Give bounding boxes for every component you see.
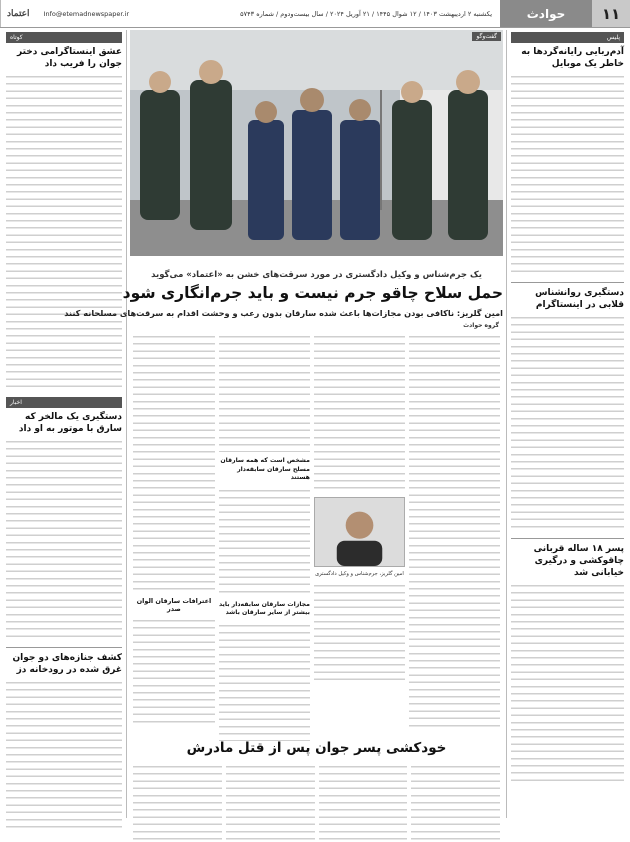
right-story3-body <box>511 581 624 781</box>
body-column <box>319 762 408 818</box>
page-number: ۱۱ <box>592 0 630 27</box>
right-story3-title: پسر ۱۸ ساله قربانی چاقوکشی و درگیری خیابانی شد <box>533 544 624 578</box>
body-column <box>219 332 310 737</box>
left-story2-body <box>6 437 122 642</box>
main-byline: گروه حوادث <box>463 322 499 329</box>
left-kicker-2: اخبار <box>6 397 122 408</box>
main-subhead: امین گلریز: ناکافی بودن مجازات‌ها باعث شده سارقان بدون رعب و وحشت اقدام به سرقت‌های مسلحانه کنند <box>64 308 503 318</box>
divider <box>511 282 624 283</box>
body-text <box>219 621 310 741</box>
body-text <box>314 581 405 681</box>
header-info <box>36 0 500 27</box>
body-column <box>226 762 315 818</box>
main-body-columns <box>130 332 503 737</box>
bottom-story-columns <box>130 762 503 818</box>
left-story3-body <box>6 678 122 828</box>
body-text <box>133 762 222 842</box>
body-text <box>314 332 405 492</box>
right-kicker: پلیس <box>511 32 624 43</box>
arrest-photo-illustration <box>130 30 503 256</box>
body-text <box>319 762 408 842</box>
lead-photo <box>130 30 503 256</box>
bottom-headline: خودکشی پسر جوان پس از قتل مادرش <box>186 740 447 756</box>
left-story1-body <box>6 72 122 392</box>
body-column <box>314 332 405 737</box>
body-column <box>133 332 215 737</box>
header-email[interactable]: Info@etemadnewspaper.ir <box>43 9 130 18</box>
right-story1-title: آدم‌ربایی رایانه‌گردها به خاطر یک موبایل <box>521 47 624 69</box>
left-column <box>2 30 127 818</box>
right-story2-title: دستگیری روانشناس قلابی در اینستاگرام <box>535 288 624 310</box>
interviewee-photo <box>314 497 405 567</box>
body-text <box>219 332 310 452</box>
body-text <box>133 616 215 726</box>
body-text <box>219 486 310 596</box>
body-column <box>133 762 222 818</box>
divider <box>511 538 624 539</box>
right-story2-body <box>511 313 624 533</box>
main-headline: حمل سلاح چاقو جرم نیست و باید جرم‌انگاری شود <box>122 284 503 302</box>
left-story1-title: عشق اینستاگرامی دختر جوان را فریب داد <box>16 47 122 69</box>
body-text <box>409 332 500 727</box>
sub-story-head: اعترافات سارقان الوان صدر <box>136 597 212 613</box>
body-text <box>133 332 215 592</box>
photo-caption: امین گلریز، جرم‌شناس و وکیل دادگستری <box>315 571 404 577</box>
main-kicker: یک جرم‌شناس و وکیل دادگستری در مورد سرقت‌های خشن به «اعتماد» می‌گوید <box>151 270 482 280</box>
body-text <box>411 762 500 842</box>
body-column <box>411 762 500 818</box>
section-title: حوادث <box>500 0 592 27</box>
divider <box>6 647 122 648</box>
right-column <box>506 30 628 818</box>
left-story3-title: کشف جنازه‌های دو جوان غرق شده در رودخانه دز <box>12 653 122 675</box>
portrait-illustration <box>315 498 404 566</box>
pull-quote: مشخص است که همه سارقان مسلح سارقان سابقه‌دار هستند <box>220 457 310 481</box>
pull-quote: مجازات سارقان سابقه‌دار باید بیشتر از سایر سارقان باشد <box>218 600 310 616</box>
body-text <box>226 762 315 842</box>
page-header <box>0 0 630 28</box>
left-kicker: کوتاه <box>6 32 122 43</box>
right-story1-body <box>511 72 624 277</box>
photo-tag: گفت‌وگو <box>472 32 501 41</box>
header-dateline: یکشنبه ۲ اردیبهشت ۱۴۰۳ / ۱۲ شوال ۱۴۴۵ / ۲۱ آوریل ۲۰۲۴ / سال بیست‌ودوم / شماره ۵۷۴۳ <box>240 9 492 18</box>
newspaper-logo: اعتماد <box>0 0 36 27</box>
left-story2-title: دستگیری یک مالخر که سارق با موتور به او داد <box>18 412 122 434</box>
body-column <box>409 332 500 737</box>
